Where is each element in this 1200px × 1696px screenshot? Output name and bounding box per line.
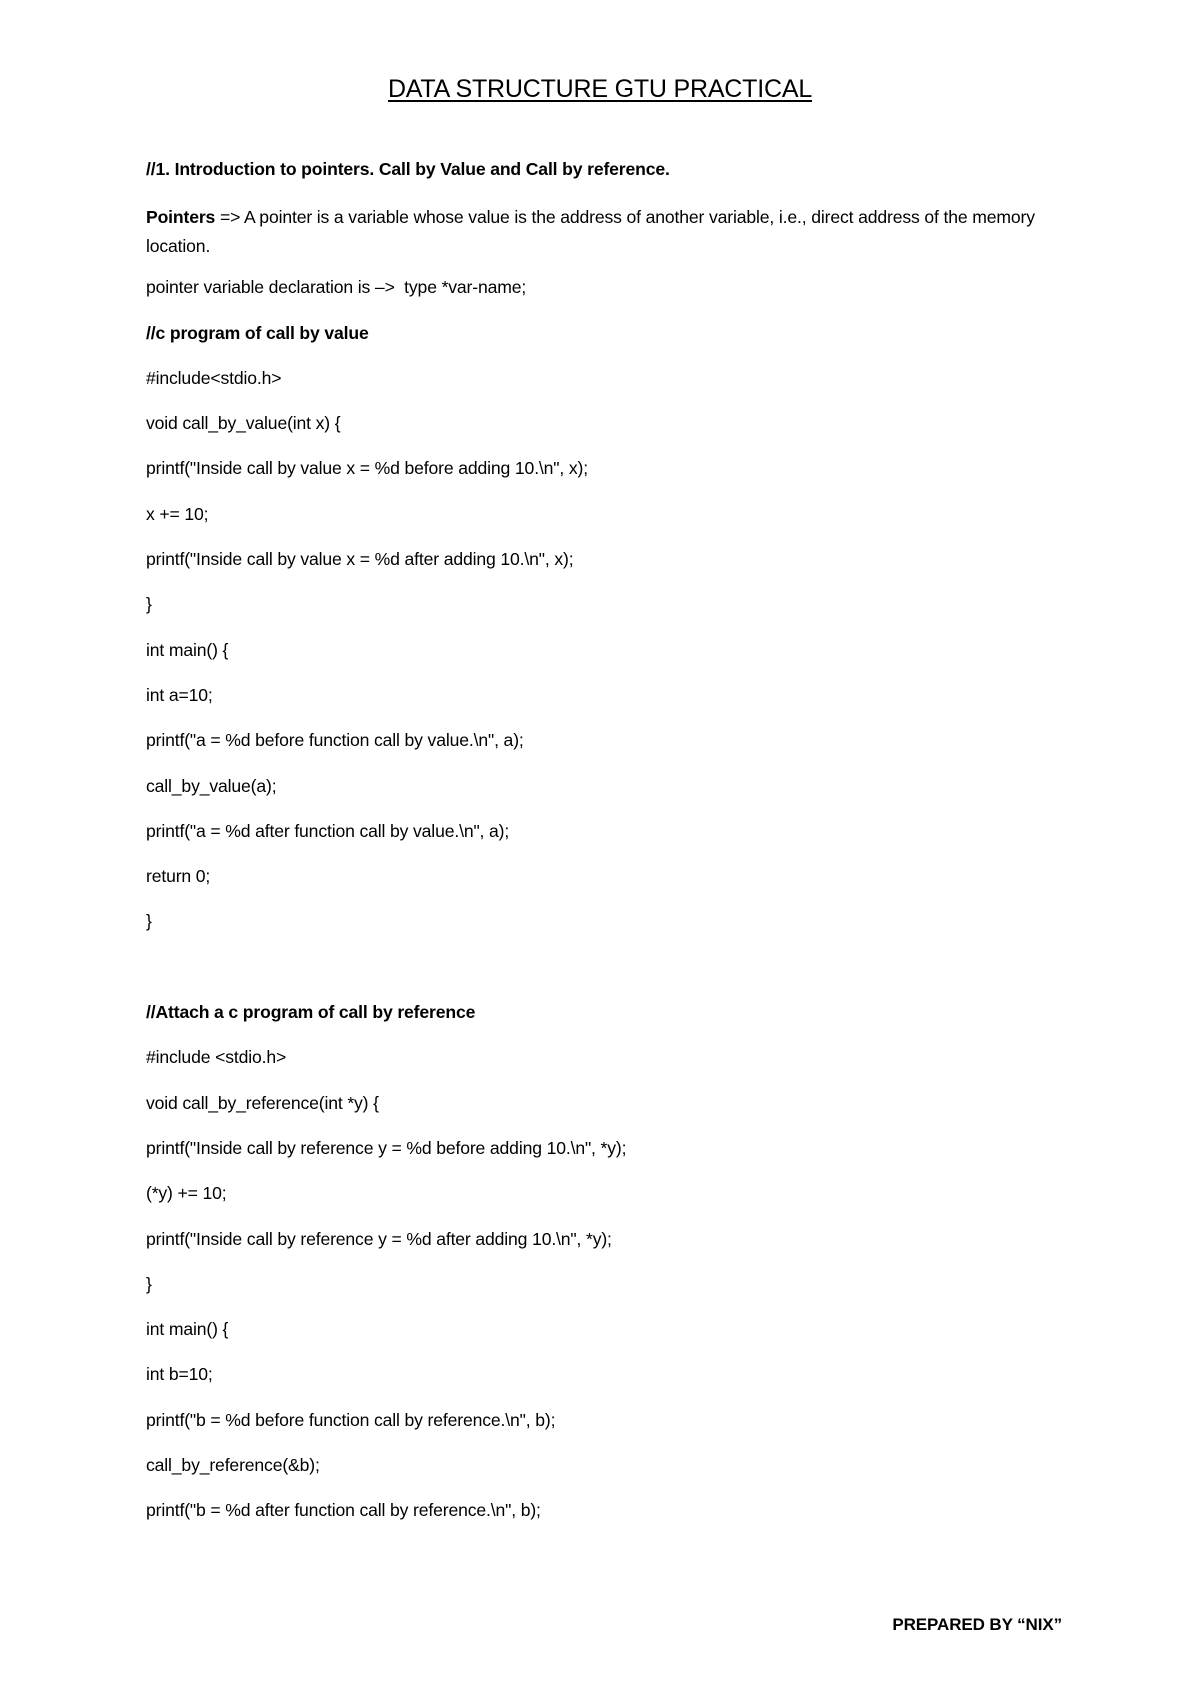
call-by-reference-heading: //Attach a c program of call by reference: [146, 1002, 476, 1023]
page-footer: PREPARED BY “NIX”: [892, 1615, 1062, 1634]
code-line: #include <stdio.h>: [146, 1047, 287, 1068]
pointers-definition: => A pointer is a variable whose value is the address of another variable, i.e., direct address of the memory location.: [146, 207, 1035, 257]
code-line: void call_by_value(int x) {: [146, 413, 341, 434]
code-line: int main() {: [146, 639, 229, 660]
section-heading: //1. Introduction to pointers. Call by Value and Call by reference.: [146, 159, 670, 179]
code-line: int main() {: [146, 1319, 229, 1340]
code-line: printf("b = %d after function call by reference.\n", b);: [146, 1500, 541, 1521]
code-line: printf("Inside call by reference y = %d before adding 10.\n", *y);: [146, 1137, 627, 1158]
page-title: DATA STRUCTURE GTU PRACTICAL: [387, 75, 813, 103]
code-line: (*y) += 10;: [146, 1183, 227, 1204]
code-line: return 0;: [146, 866, 211, 887]
pointers-paragraph: [146, 203, 1066, 261]
code-line: printf("b = %d before function call by reference.\n", b);: [146, 1409, 556, 1430]
code-line: void call_by_reference(int *y) {: [146, 1092, 379, 1113]
code-line: printf("Inside call by value x = %d before adding 10.\n", x);: [146, 458, 588, 479]
code-line: int a=10;: [146, 684, 213, 705]
code-line: int b=10;: [146, 1364, 213, 1385]
code-line: printf("Inside call by reference y = %d after adding 10.\n", *y);: [146, 1228, 612, 1249]
code-line: printf("Inside call by value x = %d after adding 10.\n", x);: [146, 549, 574, 570]
code-line: printf("a = %d before function call by value.\n", a);: [146, 730, 524, 751]
declaration-line: pointer variable declaration is –> type *var-name;: [146, 277, 527, 298]
call-by-value-heading: //c program of call by value: [146, 322, 369, 343]
code-line: }: [146, 911, 152, 932]
pointers-term: Pointers: [146, 207, 216, 228]
code-line: x += 10;: [146, 503, 209, 524]
code-line: }: [146, 594, 152, 615]
code-line: }: [146, 1273, 152, 1294]
code-line: call_by_reference(&b);: [146, 1455, 320, 1476]
code-line: call_by_value(a);: [146, 775, 277, 796]
code-line: #include<stdio.h>: [146, 367, 282, 388]
code-line: printf("a = %d after function call by value.\n", a);: [146, 820, 510, 841]
blank-line: [146, 956, 1066, 979]
document-body: [146, 158, 1066, 1545]
